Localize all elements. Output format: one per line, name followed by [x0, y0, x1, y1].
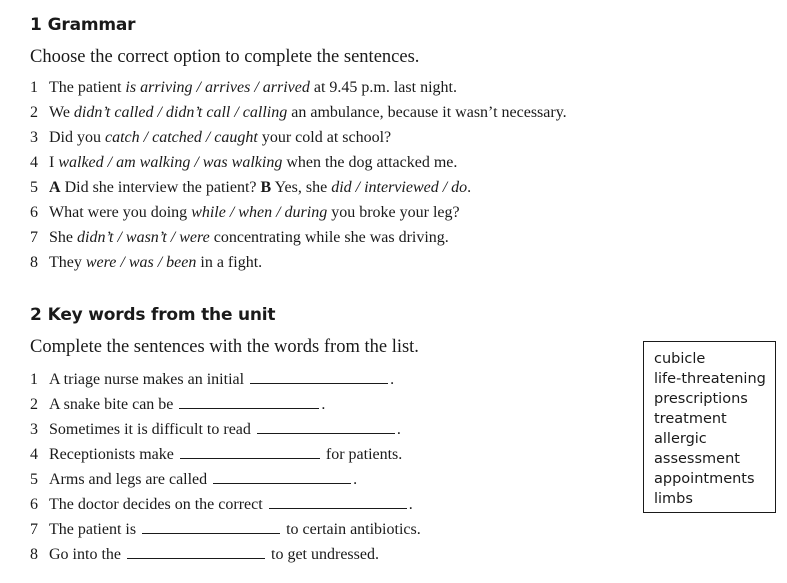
sentence-number: 3 [30, 129, 38, 146]
section-1-heading [30, 15, 135, 35]
grammar-sentence [30, 129, 391, 147]
speaker-label: B [260, 179, 272, 196]
answer-options[interactable]: walked / am walking / was walking [58, 154, 283, 171]
sentence-end: . [353, 471, 358, 488]
word-list-item: allergic [654, 431, 707, 447]
sentence-text: Did she interview the patient? [60, 179, 261, 196]
section-2-title: Key words from the unit [47, 305, 276, 325]
answer-blank[interactable] [250, 369, 388, 384]
answer-blank[interactable] [127, 544, 265, 559]
sentence-end: . [321, 396, 326, 413]
sentence-start: Receptionists make [49, 446, 178, 463]
sentence-start: The patient is [49, 521, 141, 538]
sentence-text: your cold at school? [257, 129, 392, 146]
section-1-instruction: Choose the correct option to complete the sentences. [30, 47, 420, 67]
sentence-number: 2 [30, 396, 38, 413]
fill-in-sentence [30, 469, 357, 489]
fill-in-sentence [30, 519, 421, 539]
sentence-start: Go into the [49, 546, 125, 563]
sentence-end: . [408, 496, 413, 513]
sentence-text: The patient [49, 79, 126, 96]
word-list-item: cubicle [654, 351, 706, 367]
answer-options[interactable]: while / when / during [191, 204, 328, 221]
answer-options[interactable]: is arriving / arrives / arrived [125, 79, 310, 96]
sentence-start: A snake bite can be [49, 396, 178, 413]
grammar-sentence [30, 179, 471, 197]
sentence-start: The doctor decides on the correct [49, 496, 267, 513]
sentence-text: you broke your leg? [327, 204, 460, 221]
sentence-text: an ambulance, because it wasn’t necessary. [287, 104, 567, 121]
grammar-sentence [30, 204, 460, 222]
sentence-number: 2 [30, 104, 38, 121]
sentence-end: to certain antibiotics. [282, 521, 421, 538]
sentence-end: . [396, 421, 401, 438]
sentence-text: What were you doing [49, 204, 192, 221]
section-1-title: Grammar [47, 15, 136, 35]
sentence-start: Arms and legs are called [49, 471, 212, 488]
section-2-number: 2 [30, 305, 42, 325]
grammar-sentence [30, 154, 457, 172]
sentence-number: 5 [30, 471, 38, 488]
answer-options[interactable]: didn’t called / didn’t call / calling [73, 104, 288, 121]
sentence-text: when the dog attacked me. [282, 154, 458, 171]
sentence-end: for patients. [321, 446, 403, 463]
word-list-item: prescriptions [654, 391, 748, 407]
sentence-number: 3 [30, 421, 38, 438]
fill-in-sentence [30, 494, 413, 514]
sentence-text: at 9.45 p.m. last night. [309, 79, 457, 96]
sentence-text: She [49, 229, 77, 246]
answer-blank[interactable] [142, 519, 280, 534]
grammar-sentence [30, 104, 567, 122]
sentence-number: 8 [30, 254, 38, 271]
sentence-start: A triage nurse makes an initial [49, 371, 249, 388]
fill-in-sentence [30, 544, 379, 564]
sentence-text: They [49, 254, 86, 271]
sentence-number: 6 [30, 204, 38, 221]
grammar-sentence [30, 229, 449, 247]
fill-in-sentence [30, 419, 401, 439]
word-list-item: treatment [654, 411, 727, 427]
word-list-item: appointments [654, 471, 755, 487]
answer-blank[interactable] [213, 469, 351, 484]
sentence-number: 1 [30, 79, 38, 96]
section-2-heading [30, 305, 275, 325]
answer-blank[interactable] [180, 444, 320, 459]
fill-in-sentence [30, 444, 402, 464]
speaker-label: A [49, 179, 61, 196]
sentence-number: 7 [30, 229, 38, 246]
sentence-number: 5 [30, 179, 38, 196]
sentence-text: . [467, 179, 472, 196]
sentence-text: Yes, she [271, 179, 332, 196]
sentence-number: 1 [30, 371, 38, 388]
fill-in-sentence [30, 369, 394, 389]
word-list-item: life-threatening [654, 371, 766, 387]
sentence-text: concentrating while she was driving. [209, 229, 449, 246]
grammar-sentence [30, 79, 457, 97]
sentence-text: Did you [49, 129, 105, 146]
section-1-number: 1 [30, 15, 42, 35]
word-list-item: limbs [654, 491, 693, 507]
answer-options[interactable]: didn’t / wasn’t / were [77, 229, 210, 246]
sentence-number: 4 [30, 154, 38, 171]
section-2-instruction: Complete the sentences with the words from the list. [30, 337, 419, 357]
sentence-text: in a fight. [196, 254, 263, 271]
sentence-text: We [49, 104, 74, 121]
answer-options[interactable]: were / was / been [85, 254, 197, 271]
answer-blank[interactable] [179, 394, 319, 409]
answer-options[interactable]: did / interviewed / do [331, 179, 468, 196]
sentence-number: 6 [30, 496, 38, 513]
sentence-start: Sometimes it is difficult to read [49, 421, 255, 438]
answer-blank[interactable] [257, 419, 395, 434]
word-list-box [643, 341, 776, 513]
sentence-text: I [49, 154, 59, 171]
word-list-item: assessment [654, 451, 740, 467]
fill-in-sentence [30, 394, 325, 414]
sentence-end: . [390, 371, 395, 388]
sentence-number: 8 [30, 546, 38, 563]
sentence-end: to get undressed. [267, 546, 379, 563]
answer-blank[interactable] [269, 494, 407, 509]
grammar-sentence [30, 254, 262, 272]
answer-options[interactable]: catch / catched / caught [105, 129, 258, 146]
sentence-number: 4 [30, 446, 38, 463]
sentence-number: 7 [30, 521, 38, 538]
